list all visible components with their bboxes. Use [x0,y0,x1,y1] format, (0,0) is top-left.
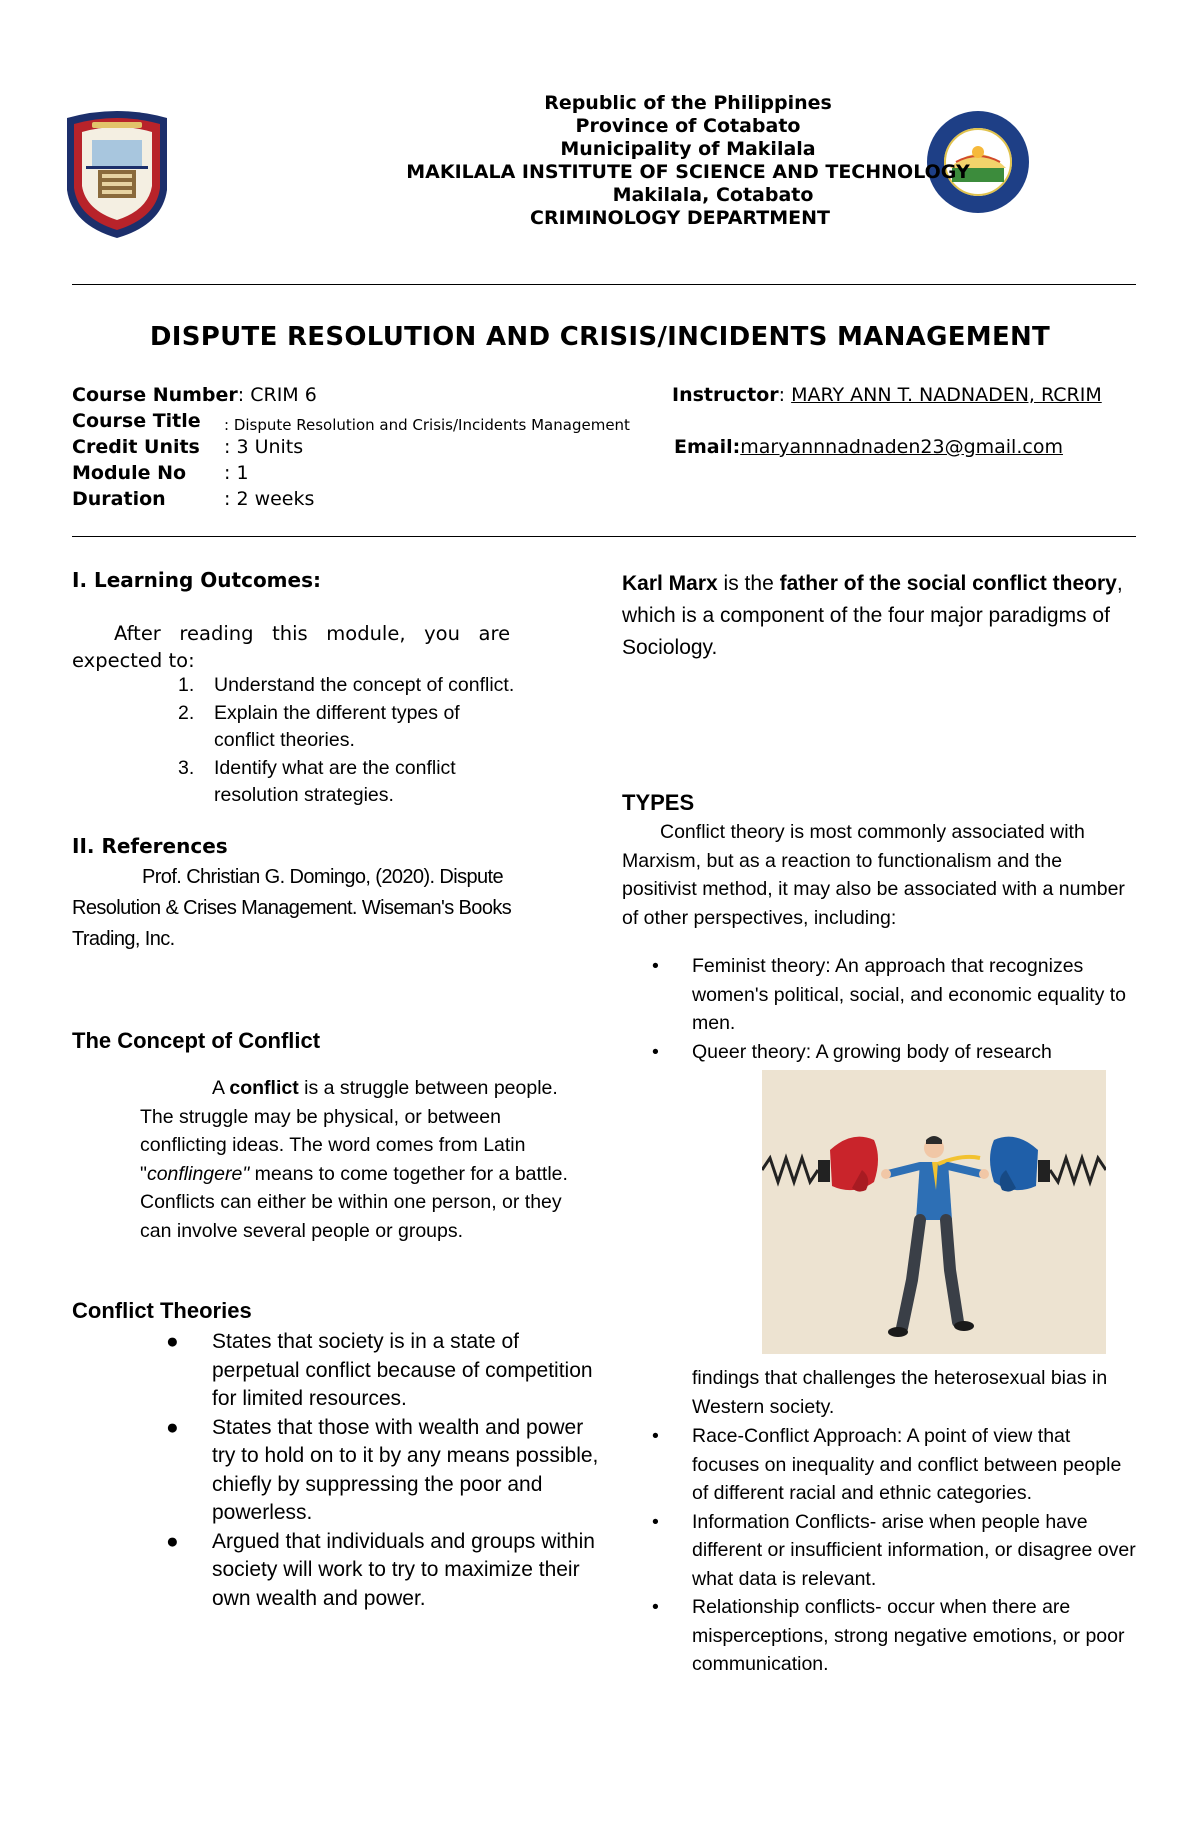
duration-value: : 2 weeks [224,488,315,510]
karl-marx-paragraph [622,568,1142,664]
conflict-theories-heading: Conflict Theories [72,1298,252,1323]
concept-text-c: means to come together for a battle. Conflicts can either be within one person, or they can involve several people or groups. [140,1162,568,1242]
instructor-name-link[interactable]: MARY ANN T. NADNADEN, RCRIM [791,384,1102,406]
course-title-value: : Dispute Resolution and Crisis/Incidents Management [224,416,630,434]
module-no-label: Module No [72,462,187,484]
list-text: Identify what are the conflict resolution strategies. [214,756,456,806]
bullet-icon: ● [166,1415,179,1439]
list-number: 1. [178,674,195,696]
outcomes-intro [72,620,580,674]
references-heading: II. References [72,834,228,858]
email-label: Email: [674,436,741,458]
conflict-theories-list [142,1328,602,1613]
concept-heading: The Concept of Conflict [72,1028,321,1053]
concept-paragraph [140,1074,590,1245]
document-title: DISPUTE RESOLUTION AND CRISIS/INCIDENTS MANAGEMENT [149,322,1051,352]
instructor-label: Instructor [672,384,779,406]
header-institute: MAKILALA INSTITUTE OF SCIENCE AND TECHNOLOGY [406,161,970,183]
list-number: 2. [178,701,195,724]
list-item [622,952,1142,1038]
bullet-icon: ● [166,1529,179,1553]
list-item [142,1528,602,1614]
learning-outcomes-heading: I. Learning Outcomes: [72,568,321,592]
list-item [142,1328,602,1414]
credit-units-value: : 3 Units [224,436,304,458]
types-continued-text: findings that challenges the heterosexual bias in Western society. [692,1367,1108,1418]
list-text: States that society is in a state of perpetual conflict because of competition for limited resources. [212,1330,593,1410]
list-text: Argued that individuals and groups within society will work to try to maximize their own wealth and power. [212,1529,595,1610]
list-text: States that those with wealth and power try to hold on to it by any means possible, chiefly by suppressing the poor and powerless. [212,1415,599,1524]
list-item [178,700,514,755]
concept-term: conflict [229,1077,299,1099]
types-heading: TYPES [622,790,695,815]
concept-text-a: A [212,1077,230,1099]
list-text: Explain the different types of conflict theories. [214,701,460,751]
concept-text-b: is a struggle between people. The struggle may be physical, or between conflicting ideas. The word comes from Latin " [140,1077,558,1185]
list-text: Information Conflicts- arise when people have different or insufficient information, or disagree over what data is relevant. [692,1510,1136,1590]
bullet-icon: • [652,1596,659,1618]
email-link[interactable]: maryannnadnaden23@gmail.com [740,436,1063,458]
bullet-icon: • [652,1425,659,1447]
list-text: Race-Conflict Approach: A point of view that focuses on inequality and conflict between people of different racial and ethnic categories. [692,1425,1122,1504]
concept-latin: conflingere" [146,1162,250,1185]
course-number-value: : CRIM 6 [237,384,317,406]
list-item [178,672,568,700]
list-item [178,755,514,810]
types-list-bottom [622,1422,1142,1679]
top-divider [72,284,1136,285]
school-header [0,92,1200,230]
info-divider [72,536,1136,537]
marx-text-b: , which is a component of the four major paradigms of Sociology. [622,572,1123,659]
conflict-illustration [762,1070,1106,1354]
header-municipality: Municipality of Makilala [560,138,816,160]
bullet-icon: ● [166,1330,179,1353]
header-province: Province of Cotabato [575,115,801,137]
bullet-icon: • [652,1510,659,1533]
outcomes-intro-line1: After reading this module, you are [114,622,511,645]
instructor-colon: : [778,384,792,406]
learning-outcomes-list [178,672,568,810]
types-list-top [622,952,1142,1066]
header-department: CRIMINOLOGY DEPARTMENT [530,207,830,229]
list-text: Understand the concept of conflict. [214,674,515,696]
course-title-label: Course Title [72,410,201,432]
list-text: Feminist theory: An approach that recognizes women's political, social, and economic equality to men. [692,955,1127,1034]
header-location: Makilala, Cotabato [612,184,814,206]
types-intro: Conflict theory is most commonly associated with Marxism, but as a reaction to functionalism and the positivist method, it may also be associated with a number of other perspectives, including: [622,821,1125,929]
list-number: 3. [178,756,195,779]
bullet-icon: • [652,1040,659,1063]
marx-name: Karl Marx [622,572,718,595]
outcomes-intro-line2: expected to: [72,649,195,672]
course-number-label: Course Number [72,384,238,406]
module-no-value: : 1 [224,462,249,484]
list-text: Relationship conflicts- occur when there are misperceptions, strong negative emotions, or poor communication. [692,1596,1125,1675]
course-info-block [72,382,1136,512]
list-item [622,1593,1142,1679]
reference-entry: Prof. Christian G. Domingo, (2020). Dispute Resolution & Crises Management. Wiseman's Books Trading, Inc. [72,866,512,950]
header-republic: Republic of the Philippines [544,92,832,114]
bullet-icon: • [652,955,659,977]
list-item [142,1414,602,1528]
credit-units-label: Credit Units [72,436,200,458]
list-item [622,1422,1142,1508]
marx-theory: father of the social conflict theory [779,572,1117,595]
list-text: Queer theory: A growing body of research [692,1040,1052,1063]
marx-text-a: is the [717,572,780,595]
list-item [622,1508,1142,1594]
duration-label: Duration [72,488,166,510]
list-item [622,1038,1142,1067]
